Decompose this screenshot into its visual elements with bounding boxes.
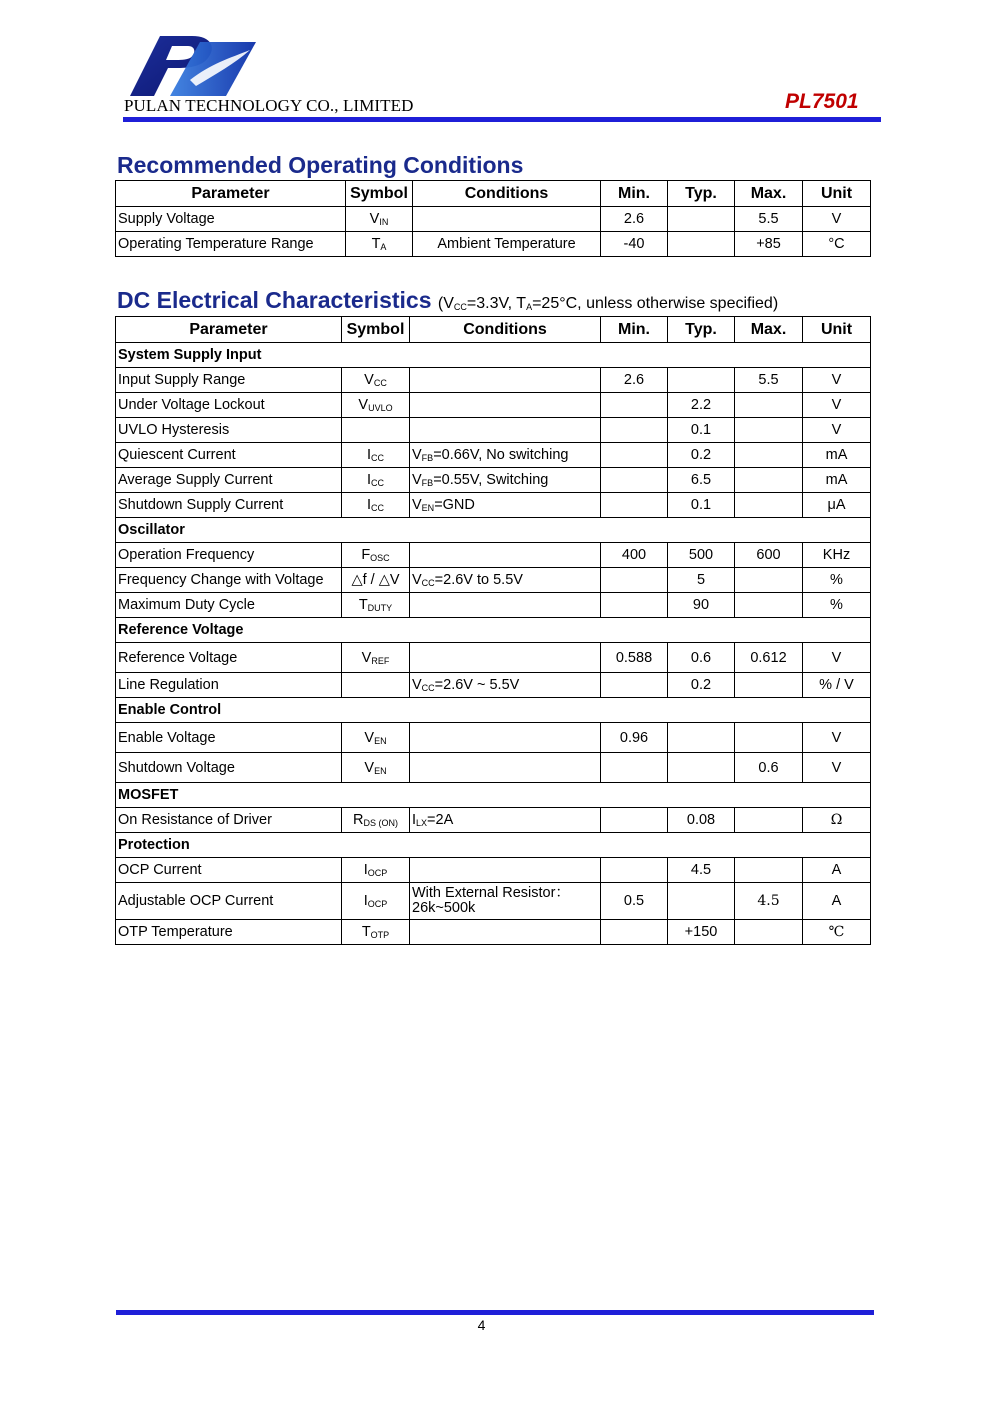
cond-cell — [410, 418, 601, 443]
cond-cell — [410, 543, 601, 568]
unit-cell: μA — [803, 493, 871, 518]
symbol-cell: $V_{EN}$ — [342, 723, 410, 753]
table-row — [116, 920, 871, 945]
symbol-cell: $F_{OSC}$ — [342, 543, 410, 568]
unit-cell: V — [803, 723, 871, 753]
typ-cell: 0.2 — [668, 673, 735, 698]
cond-cell — [410, 368, 601, 393]
cond-cell — [410, 858, 601, 883]
symbol-cell: $V_{CC}$ — [342, 368, 410, 393]
min-cell — [601, 418, 668, 443]
param-cell: UVLO Hysteresis — [116, 418, 342, 443]
table-header-row — [116, 181, 871, 207]
min-cell: 0.5 — [601, 883, 668, 920]
table-row — [116, 808, 871, 833]
cond-cell: $V_{EN}=GND$ — [410, 493, 601, 518]
param-cell: Line Regulation — [116, 673, 342, 698]
group-label: Protection — [116, 833, 871, 858]
symbol-cell: $I_{CC}$ — [342, 468, 410, 493]
symbol-cell: $I_{CC}$ — [342, 493, 410, 518]
group-row — [116, 783, 871, 808]
part-number: PL7501 — [785, 90, 859, 113]
max-cell — [735, 568, 803, 593]
col-header: Conditions — [413, 181, 601, 207]
group-row — [116, 343, 871, 368]
typ-cell: 0.6 — [668, 643, 735, 673]
min-cell: 0.588 — [601, 643, 668, 673]
unit-cell: V — [803, 368, 871, 393]
max-cell: 600 — [735, 543, 803, 568]
cond-cell: $V_{CC}=2.6V$ ~ 5.5V — [410, 673, 601, 698]
pulan-logo — [130, 34, 256, 98]
typ-cell: 500 — [668, 543, 735, 568]
col-header: Unit — [803, 317, 871, 343]
min-cell: 2.6 — [601, 368, 668, 393]
max-cell — [735, 393, 803, 418]
cond-cell — [410, 643, 601, 673]
col-header: Min. — [601, 317, 668, 343]
max-cell — [735, 468, 803, 493]
typ-cell: 0.1 — [668, 418, 735, 443]
unit-cell: A — [803, 883, 871, 920]
max-cell — [735, 808, 803, 833]
symbol-cell: △f / △V — [342, 568, 410, 593]
param-cell: Shutdown Supply Current — [116, 493, 342, 518]
min-cell — [601, 673, 668, 698]
cond-cell — [413, 207, 601, 232]
param-cell: OTP Temperature — [116, 920, 342, 945]
param-cell: Average Supply Current — [116, 468, 342, 493]
min-cell — [601, 568, 668, 593]
group-row — [116, 518, 871, 543]
param-cell: On Resistance of Driver — [116, 808, 342, 833]
symbol-cell: $T_A$ — [346, 232, 413, 257]
typ-cell — [668, 232, 735, 257]
table-row — [116, 493, 871, 518]
symbol-cell: $V_{EN}$ — [342, 753, 410, 783]
param-cell: Enable Voltage — [116, 723, 342, 753]
symbol-cell — [342, 418, 410, 443]
unit-cell: Ω — [803, 808, 871, 833]
param-cell: Input Supply Range — [116, 368, 342, 393]
max-cell — [735, 858, 803, 883]
max-cell — [735, 493, 803, 518]
col-header: Min. — [601, 181, 668, 207]
unit-cell: V — [803, 643, 871, 673]
symbol-cell — [342, 673, 410, 698]
param-cell: Maximum Duty Cycle — [116, 593, 342, 618]
symbol-cell: $V_{UVLO}$ — [342, 393, 410, 418]
typ-cell — [668, 883, 735, 920]
min-cell: -40 — [601, 232, 668, 257]
cond-cell: $V_{FB}=0.66V$, No switching — [410, 443, 601, 468]
min-cell — [601, 468, 668, 493]
min-cell: 400 — [601, 543, 668, 568]
group-label: Oscillator — [116, 518, 871, 543]
col-header: Max. — [735, 181, 803, 207]
cond-cell: $V_{CC}=2.6V$ to 5.5V — [410, 568, 601, 593]
table-row — [116, 643, 871, 673]
unit-cell: KHz — [803, 543, 871, 568]
min-cell — [601, 858, 668, 883]
unit-cell: °C — [803, 232, 871, 257]
symbol-cell: $T_{DUTY}$ — [342, 593, 410, 618]
table-row — [116, 443, 871, 468]
cond-cell: $V_{FB}=0.55V$, Switching — [410, 468, 601, 493]
typ-cell — [668, 368, 735, 393]
table-row — [116, 723, 871, 753]
table-row — [116, 368, 871, 393]
table-row — [116, 593, 871, 618]
cond-cell — [410, 920, 601, 945]
min-cell — [601, 808, 668, 833]
dc-title-conditions: ($V_{CC}=3.3V$, $T_A=25^\circ C$, unless otherwise specified) — [437, 295, 779, 312]
cond-cell: $I_{LX}=2A$ — [410, 808, 601, 833]
dc-table — [115, 316, 871, 945]
page-number: 4 — [477, 1317, 486, 1333]
typ-cell: 90 — [668, 593, 735, 618]
unit-cell: mA — [803, 443, 871, 468]
company-name: PULAN TECHNOLOGY CO., LIMITED — [124, 96, 414, 115]
symbol-cell: $I_{OCP}$ — [342, 858, 410, 883]
max-cell: 4.5 — [735, 883, 803, 920]
table-row — [116, 673, 871, 698]
col-header: Parameter — [116, 317, 342, 343]
unit-cell: mA — [803, 468, 871, 493]
symbol-cell: $I_{OCP}$ — [342, 883, 410, 920]
min-cell — [601, 593, 668, 618]
param-cell: Operation Frequency — [116, 543, 342, 568]
unit-cell: V — [803, 418, 871, 443]
param-cell: Quiescent Current — [116, 443, 342, 468]
typ-cell: 4.5 — [668, 858, 735, 883]
table-header-row — [116, 317, 871, 343]
param-cell: Adjustable OCP Current — [116, 883, 342, 920]
roc-title: Recommended Operating Conditions — [117, 152, 524, 178]
typ-cell: 0.2 — [668, 443, 735, 468]
typ-cell: 0.08 — [668, 808, 735, 833]
table-row — [116, 858, 871, 883]
unit-cell: V — [803, 207, 871, 232]
param-cell: OCP Current — [116, 858, 342, 883]
table-row — [116, 232, 871, 257]
cond-cell: With External Resistor： 26k~500k — [410, 883, 601, 920]
typ-cell: 6.5 — [668, 468, 735, 493]
unit-cell: V — [803, 753, 871, 783]
col-header: Symbol — [342, 317, 410, 343]
max-cell — [735, 418, 803, 443]
max-cell: 0.6 — [735, 753, 803, 783]
col-header: Max. — [735, 317, 803, 343]
footer-rule — [116, 1310, 874, 1315]
symbol-cell: $V_{REF}$ — [342, 643, 410, 673]
unit-cell: A — [803, 858, 871, 883]
max-cell — [735, 593, 803, 618]
cond-cell — [410, 393, 601, 418]
group-row — [116, 833, 871, 858]
typ-cell — [668, 723, 735, 753]
max-cell — [735, 920, 803, 945]
typ-cell — [668, 753, 735, 783]
typ-cell: +150 — [668, 920, 735, 945]
table-row — [116, 543, 871, 568]
max-cell — [735, 443, 803, 468]
param-cell: Supply Voltage — [116, 207, 346, 232]
group-label: Reference Voltage — [116, 618, 871, 643]
col-header: Symbol — [346, 181, 413, 207]
group-label: Enable Control — [116, 698, 871, 723]
col-header: Conditions — [410, 317, 601, 343]
max-cell: 5.5 — [735, 207, 803, 232]
col-header: Typ. — [668, 317, 735, 343]
min-cell — [601, 493, 668, 518]
min-cell — [601, 443, 668, 468]
max-cell: 0.612 — [735, 643, 803, 673]
dc-title: DC Electrical Characteristics ($V_{CC}=3.3V$, $T_A=25^\circ C$, unless otherwise specified) — [117, 287, 779, 313]
param-cell: Under Voltage Lockout — [116, 393, 342, 418]
min-cell — [601, 393, 668, 418]
min-cell: 0.96 — [601, 723, 668, 753]
max-cell: 5.5 — [735, 368, 803, 393]
max-cell — [735, 723, 803, 753]
cond-cell — [410, 723, 601, 753]
min-cell — [601, 920, 668, 945]
group-row — [116, 618, 871, 643]
cond-cell: Ambient Temperature — [413, 232, 601, 257]
col-header: Parameter — [116, 181, 346, 207]
table-row — [116, 207, 871, 232]
table-row — [116, 418, 871, 443]
table-row — [116, 468, 871, 493]
typ-cell: 2.2 — [668, 393, 735, 418]
col-header: Typ. — [668, 181, 735, 207]
group-row — [116, 698, 871, 723]
param-cell: Operating Temperature Range — [116, 232, 346, 257]
symbol-cell: $T_{OTP}$ — [342, 920, 410, 945]
roc-table — [115, 180, 871, 257]
param-cell: Reference Voltage — [116, 643, 342, 673]
group-label: System Supply Input — [116, 343, 871, 368]
max-cell — [735, 673, 803, 698]
symbol-cell: $V_{IN}$ — [346, 207, 413, 232]
cond-cell — [410, 593, 601, 618]
table-row — [116, 393, 871, 418]
table-row — [116, 883, 871, 920]
unit-cell: % — [803, 593, 871, 618]
unit-cell: % / V — [803, 673, 871, 698]
param-cell: Shutdown Voltage — [116, 753, 342, 783]
table-row — [116, 753, 871, 783]
col-header: Unit — [803, 181, 871, 207]
typ-cell — [668, 207, 735, 232]
symbol-cell: $I_{CC}$ — [342, 443, 410, 468]
unit-cell: V — [803, 393, 871, 418]
cond-cell — [410, 753, 601, 783]
min-cell — [601, 753, 668, 783]
param-cell: Frequency Change with Voltage — [116, 568, 342, 593]
min-cell: 2.6 — [601, 207, 668, 232]
group-label: MOSFET — [116, 783, 871, 808]
symbol-cell: $R_{DS (ON)}$ — [342, 808, 410, 833]
typ-cell: 0.1 — [668, 493, 735, 518]
max-cell: +85 — [735, 232, 803, 257]
unit-cell: % — [803, 568, 871, 593]
table-row — [116, 568, 871, 593]
unit-cell: ℃ — [803, 920, 871, 945]
header-rule — [123, 117, 881, 122]
typ-cell: 5 — [668, 568, 735, 593]
